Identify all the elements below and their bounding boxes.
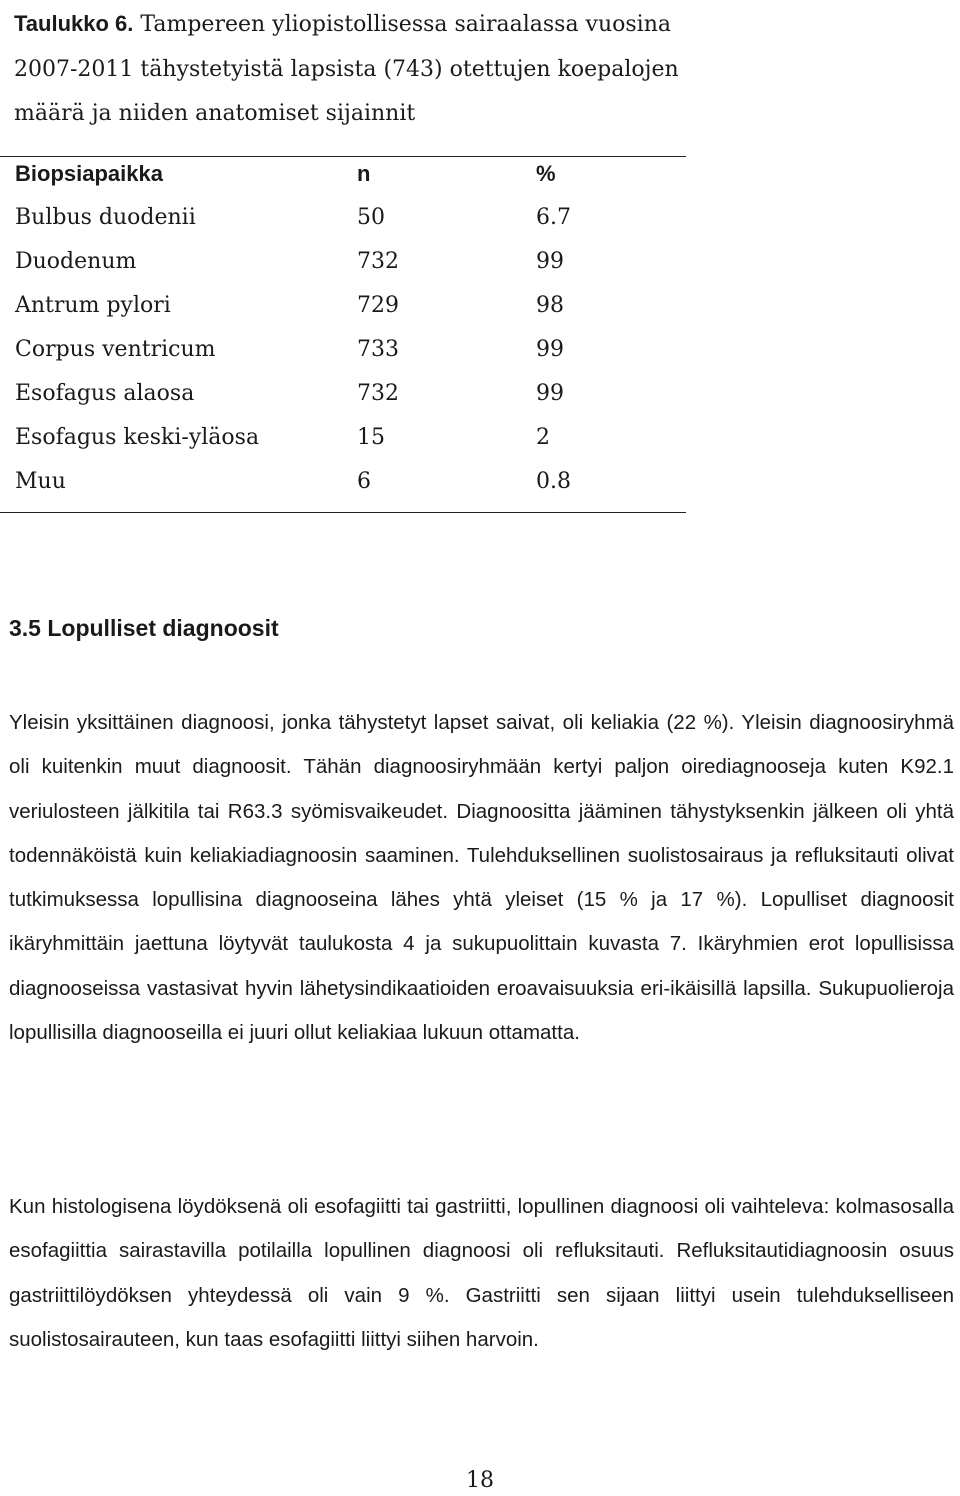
cell-n: 732 bbox=[357, 381, 399, 406]
table-row bbox=[0, 416, 700, 460]
table-row bbox=[0, 284, 700, 328]
table-caption-label: Taulukko 6. bbox=[14, 11, 134, 36]
table-caption bbox=[14, 2, 714, 137]
cell-n: 729 bbox=[357, 293, 399, 318]
header-percent: % bbox=[536, 161, 556, 186]
cell-site: Esofagus keski-yläosa bbox=[15, 425, 260, 450]
table-bottom-rule bbox=[0, 512, 686, 513]
cell-percent: 0.8 bbox=[536, 469, 571, 494]
page-number: 18 bbox=[466, 1468, 494, 1493]
cell-percent: 99 bbox=[536, 381, 564, 406]
header-n: n bbox=[357, 161, 371, 186]
body-paragraph-2: Kun histologisena löydöksenä oli esofagiitti tai gastriitti, lopullinen diagnoosi oli vaihteleva: kolmasosalla esofagiittia sairastavilla potilailla lopullinen diagnoosi oli refluksitauti. Refluksitautidiagnoosin osuus gastriittilöydöksen yhteydessä oli vain 9 %. Gastriitti sen sijaan liittyi usein tulehdukselliseen suolistosairauteen, kun taas esofagiitti liittyi siihen harvoin. bbox=[9, 1195, 954, 1351]
table-row bbox=[0, 372, 700, 416]
cell-percent: 98 bbox=[536, 293, 564, 318]
table-header-row bbox=[0, 152, 700, 196]
cell-percent: 99 bbox=[536, 249, 564, 274]
header-biopsiapaikka: Biopsiapaikka bbox=[15, 161, 163, 186]
cell-n: 732 bbox=[357, 249, 399, 274]
table-row bbox=[0, 196, 700, 240]
section-heading: 3.5 Lopulliset diagnoosit bbox=[9, 615, 279, 641]
table-row bbox=[0, 460, 700, 504]
cell-site: Antrum pylori bbox=[15, 293, 171, 318]
cell-n: 6 bbox=[357, 469, 371, 494]
cell-percent: 6.7 bbox=[536, 205, 571, 230]
cell-site: Corpus ventricum bbox=[15, 337, 216, 362]
cell-site: Bulbus duodenii bbox=[15, 205, 196, 230]
cell-n: 50 bbox=[357, 205, 385, 230]
cell-site: Muu bbox=[15, 469, 66, 494]
cell-site: Esofagus alaosa bbox=[15, 381, 195, 406]
cell-percent: 99 bbox=[536, 337, 564, 362]
cell-site: Duodenum bbox=[15, 249, 137, 274]
cell-n: 733 bbox=[357, 337, 399, 362]
table-caption-text: Tampereen yliopistollisessa sairaalassa vuosina 2007-2011 tähystetyistä lapsista (743) otettujen koepalojen määrä ja niiden anatomiset sijainnit bbox=[14, 12, 679, 126]
cell-n: 15 bbox=[357, 425, 385, 450]
body-paragraph-1: Yleisin yksittäinen diagnoosi, jonka tähystetyt lapset saivat, oli keliakia (22 %). Yleisin diagnoosiryhmä oli kuitenkin muut diagnoosit. Tähän diagnoosiryhmään kertyi paljon oirediagnooseja kuten K92.1 veriulosteen jälkitila tai R63.3 syömisvaikeudet. Diagnoositta jääminen tähystyksenkin jälkeen oli yhtä todennäköistä kuin keliakiadiagnoosin saaminen. Tulehduksellinen suolistosairaus ja refluksitauti olivat tutkimuksessa lopullisina diagnooseina lähes yhtä yleiset (15 % ja 17 %). Lopulliset diagnoosit ikäryhmittäin jaettuna löytyvät taulukosta 4 ja sukupuolittain kuvasta 7. Ikäryhmien erot lopullisissa diagnooseissa vastasivat hyvin lähetysindikaatioiden eroavaisuuksia eri-ikäisillä lapsilla. Sukupuolieroja lopullisilla diagnooseilla ei juuri ollut keliakiaa lukuun ottamatta. bbox=[9, 711, 954, 1045]
table-row bbox=[0, 328, 700, 372]
cell-percent: 2 bbox=[536, 425, 550, 450]
table-row bbox=[0, 240, 700, 284]
